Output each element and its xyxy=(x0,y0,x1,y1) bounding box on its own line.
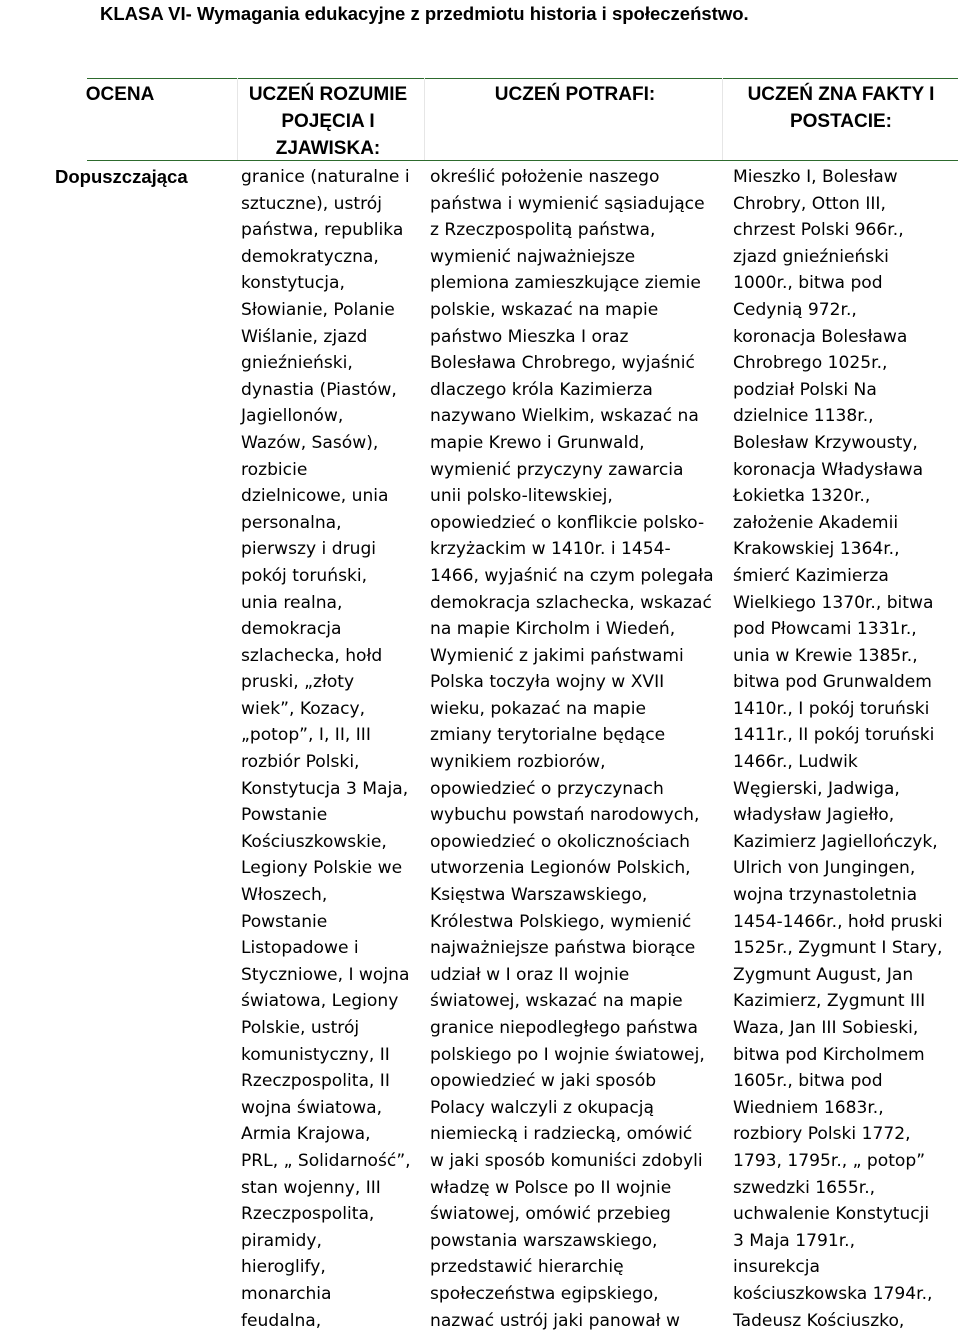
text-line: unia realna, xyxy=(241,592,343,613)
text-line: 1410r., I pokój toruński xyxy=(733,698,930,719)
header-bottom-border xyxy=(87,160,958,161)
text-line: opowiedzieć o konflikcie polsko- xyxy=(430,512,705,533)
text-line: 1466, wyjaśnić na czym polegała xyxy=(430,565,714,586)
text-line: pierwszy i drugi xyxy=(241,539,377,560)
text-line: Słowianie, Polanie xyxy=(241,299,395,320)
text-line: Rzeczpospolita, II xyxy=(241,1071,390,1092)
text-line: wymienić przyczyny zawarcia xyxy=(430,459,684,480)
text-line: Waza, Jan III Sobieski, xyxy=(733,1018,919,1038)
header-fakty-line: POSTACIE: xyxy=(789,110,893,132)
text-line: wojna trzynastoletnia xyxy=(733,885,918,906)
header-fakty xyxy=(726,82,956,136)
text-line: demokratyczna, xyxy=(241,246,379,267)
header-potrafi-label: UCZEŃ POTRAFI: xyxy=(494,84,656,105)
text-line: Legiony Polskie we xyxy=(241,858,403,879)
text-line: piramidy, xyxy=(241,1230,322,1251)
text-line: Włoszech, xyxy=(241,885,328,906)
text-line: wieku, pokazać na mapie xyxy=(430,698,646,719)
text-line: gnieźnieński, xyxy=(241,353,353,374)
header-ocena-label: OCENA xyxy=(85,84,155,105)
text-line: Listopadowe i xyxy=(241,938,359,959)
text-line: dynastia (Piastów, xyxy=(241,379,397,400)
text-line: sztuczne), ustrój xyxy=(241,193,382,214)
text-line: szlachecka, hołd xyxy=(241,645,383,666)
text-line: społeczeństwa egipskiego, xyxy=(430,1283,659,1304)
text-line: Wielkiego 1370r., bitwa xyxy=(733,592,934,613)
text-line: uchwalenie Konstytucji xyxy=(733,1204,930,1225)
text-line: opowiedzieć o przyczynach xyxy=(430,778,664,799)
text-line: 1605r., bitwa pod xyxy=(733,1071,883,1092)
text-line: rozbiory Polski 1772, xyxy=(733,1124,911,1145)
text-line: niemiecką i radziecką, omówić xyxy=(430,1124,693,1145)
text-line: Kościuszkowskie, xyxy=(241,831,387,852)
text-line: najważniejsze państwa biorące xyxy=(430,938,696,959)
text-line: Łokietka 1320r., xyxy=(733,486,871,507)
text-line: wojna światowa, xyxy=(241,1097,383,1118)
text-line: Wiedniem 1683r., xyxy=(733,1097,884,1118)
text-line: koronacja Bolesława xyxy=(733,326,908,347)
text-line: Krakowskiej 1364r., xyxy=(733,539,900,560)
text-line: granice (naturalne i xyxy=(241,167,410,187)
text-line: rozbicie xyxy=(241,459,308,480)
text-line: stan wojenny, III xyxy=(241,1177,381,1198)
text-line: dlaczego króla Kazimierza xyxy=(430,379,653,400)
document-title: KLASA VI- Wymagania edukacyjne z przedmiotu historia i społeczeństwo. xyxy=(100,3,749,24)
text-line: konstytucja, xyxy=(241,273,345,294)
text-line: bitwa pod Grunwaldem xyxy=(733,672,932,693)
text-line: śmierć Kazimierza xyxy=(733,565,889,586)
text-line: hieroglify, xyxy=(241,1257,326,1278)
text-line: udział w I oraz II wojnie xyxy=(430,964,630,985)
text-line: Ulrich von Jungingen, xyxy=(733,858,916,879)
text-line: granice niepodległego państwa xyxy=(430,1018,698,1038)
text-line: „potop”, I, II, III xyxy=(241,725,371,746)
header-pojecia-line: POJĘCIA I xyxy=(281,110,375,132)
text-line: nazwać ustrój jaki panował w xyxy=(430,1310,680,1331)
header-ocena xyxy=(80,82,160,109)
text-line: 1411r., II pokój toruński xyxy=(733,725,935,746)
text-line: Styczniowe, I wojna xyxy=(241,964,410,985)
text-line: monarchia xyxy=(241,1283,332,1304)
text-line: z Rzeczpospolitą państwa, xyxy=(430,220,656,241)
text-line: Wymienić z jakimi państwami xyxy=(430,645,684,666)
text-line: wymienić najważniejsze xyxy=(430,246,636,267)
text-line: państwa i wymienić sąsiadujące xyxy=(430,193,705,214)
text-line: Cedynią 972r., xyxy=(733,299,857,320)
text-line: Królestwa Polskiego, wymienić xyxy=(430,911,692,932)
text-line: wynikiem rozbiorów, xyxy=(430,752,606,773)
text-line: Chrobry, Otton III, xyxy=(733,193,886,214)
text-line: dzielnicowe, unia xyxy=(241,486,389,507)
text-line: zjazd gnieźnieński xyxy=(733,246,889,267)
text-line: opowiedzieć w jaki sposób xyxy=(430,1071,657,1092)
fakty-cell xyxy=(733,164,943,1334)
header-column-divider xyxy=(424,78,425,160)
text-line: unii polsko-litewskiej, xyxy=(430,486,613,507)
text-line: pokój toruński, xyxy=(241,565,368,586)
text-line: Powstanie xyxy=(241,911,328,932)
text-line: władysław Jagiełło, xyxy=(733,805,895,826)
text-line: utworzenia Legionów Polskich, xyxy=(430,858,691,879)
text-line: zmiany terytorialne będące xyxy=(430,725,666,746)
text-line: Wazów, Sasów), xyxy=(241,432,379,453)
header-potrafi xyxy=(430,82,720,109)
text-line: komunistyczny, II xyxy=(241,1044,390,1065)
text-line: 1525r., Zygmunt I Stary, xyxy=(733,938,943,959)
text-line: założenie Akademii xyxy=(733,512,899,533)
text-line: Polacy walczyli z okupacją xyxy=(430,1097,654,1118)
text-line: 1793, 1795r., „ potop” xyxy=(733,1150,926,1171)
text-line: światowa, Legiony xyxy=(241,991,399,1012)
text-line: demokracja szlachecka, wskazać xyxy=(430,592,712,613)
text-line: demokracja xyxy=(241,619,342,640)
header-pojecia xyxy=(237,82,419,162)
pojecia-cell xyxy=(241,164,411,1334)
text-line: 3 Maja 1791r., xyxy=(733,1230,856,1251)
text-line: Powstanie xyxy=(241,805,328,826)
table-top-border xyxy=(87,78,958,79)
header-fakty-line: UCZEŃ ZNA FAKTY I xyxy=(747,84,935,105)
text-line: personalna, xyxy=(241,512,342,533)
header-pojecia-line: UCZEŃ ROZUMIE xyxy=(248,84,408,105)
text-line: Kazimierz Jagiellończyk, xyxy=(733,831,938,852)
text-line: Tadeusz Kościuszko, xyxy=(733,1310,905,1331)
text-line: Bolesława Chrobrego, wyjaśnić xyxy=(430,353,695,374)
text-line: bitwa pod Kircholmem xyxy=(733,1044,925,1065)
text-line: pruski, „złoty xyxy=(241,672,355,693)
text-line: Konstytucja 3 Maja, xyxy=(241,778,409,799)
text-line: krzyżackim w 1410r. i 1454- xyxy=(430,539,671,560)
text-line: Rzeczpospolita, xyxy=(241,1204,375,1225)
text-line: wybuchu powstań narodowych, xyxy=(430,805,700,826)
header-column-divider xyxy=(722,78,723,160)
text-line: Armia Krajowa, xyxy=(241,1124,371,1145)
text-line: na mapie Kircholm i Wiedeń, xyxy=(430,619,676,640)
text-line: Kazimierz, Zygmunt III xyxy=(733,991,926,1012)
text-line: rozbiór Polski, xyxy=(241,752,360,773)
text-line: 1000r., bitwa pod xyxy=(733,273,883,294)
text-line: Księstwa Warszawskiego, xyxy=(430,885,648,906)
text-line: Mieszko I, Bolesław xyxy=(733,167,898,187)
text-line: Polskie, ustrój xyxy=(241,1018,360,1038)
text-line: powstania warszawskiego, xyxy=(430,1230,658,1251)
text-line: Bolesław Krzywousty, xyxy=(733,432,918,453)
text-line: kościuszkowska 1794r., xyxy=(733,1283,933,1304)
text-line: plemiona zamieszkujące ziemie xyxy=(430,273,701,294)
text-line: w jaki sposób komuniści zdobyli xyxy=(430,1150,703,1171)
text-line: polskie, wskazać na mapie xyxy=(430,299,659,320)
text-line: nazywano Wielkim, wskazać na xyxy=(430,406,699,427)
text-line: unia w Krewie 1385r., xyxy=(733,645,918,666)
text-line: światowej, wskazać na mapie xyxy=(430,991,683,1012)
potrafi-cell xyxy=(430,164,714,1334)
text-line: feudalna, xyxy=(241,1310,322,1331)
text-line: określić położenie naszego xyxy=(430,167,660,187)
text-line: 1466r., Ludwik xyxy=(733,752,858,773)
text-line: mapie Krewo i Grunwald, xyxy=(430,432,645,453)
text-line: koronacja Władysława xyxy=(733,459,924,480)
text-line: szwedzki 1655r., xyxy=(733,1177,876,1198)
text-line: władzę w Polsce po II wojnie xyxy=(430,1177,672,1198)
text-line: 1454-1466r., hołd pruski xyxy=(733,911,943,932)
text-line: chrzest Polski 966r., xyxy=(733,220,904,241)
text-line: pod Płowcami 1331r., xyxy=(733,619,917,640)
text-line: Wiślanie, zjazd xyxy=(241,326,368,347)
text-line: podział Polski Na xyxy=(733,379,877,400)
grade-label: Dopuszczająca xyxy=(55,166,188,187)
text-line: światowej, omówić przebieg xyxy=(430,1204,671,1225)
text-line: opowiedzieć o okolicznościach xyxy=(430,831,690,852)
text-line: państwo Mieszka I oraz xyxy=(430,326,629,347)
header-pojecia-line: ZJAWISKA: xyxy=(275,137,381,159)
text-line: Węgierski, Jadwiga, xyxy=(733,778,900,799)
text-line: dzielnice 1138r., xyxy=(733,406,874,427)
text-line: państwa, republika xyxy=(241,220,404,241)
text-line: polskiego po I wojnie światowej, xyxy=(430,1044,705,1065)
text-line: PRL, „ Solidarność”, xyxy=(241,1150,411,1171)
text-line: wiek”, Kozacy, xyxy=(241,698,366,719)
text-line: Chrobrego 1025r., xyxy=(733,353,888,374)
text-line: insurekcja xyxy=(733,1257,821,1278)
text-line: Jagiellonów, xyxy=(241,406,344,427)
text-line: Zygmunt August, Jan xyxy=(733,964,914,985)
text-line: przedstawić hierarchię xyxy=(430,1257,624,1278)
text-line: Polska toczyła wojny w XVII xyxy=(430,672,665,693)
